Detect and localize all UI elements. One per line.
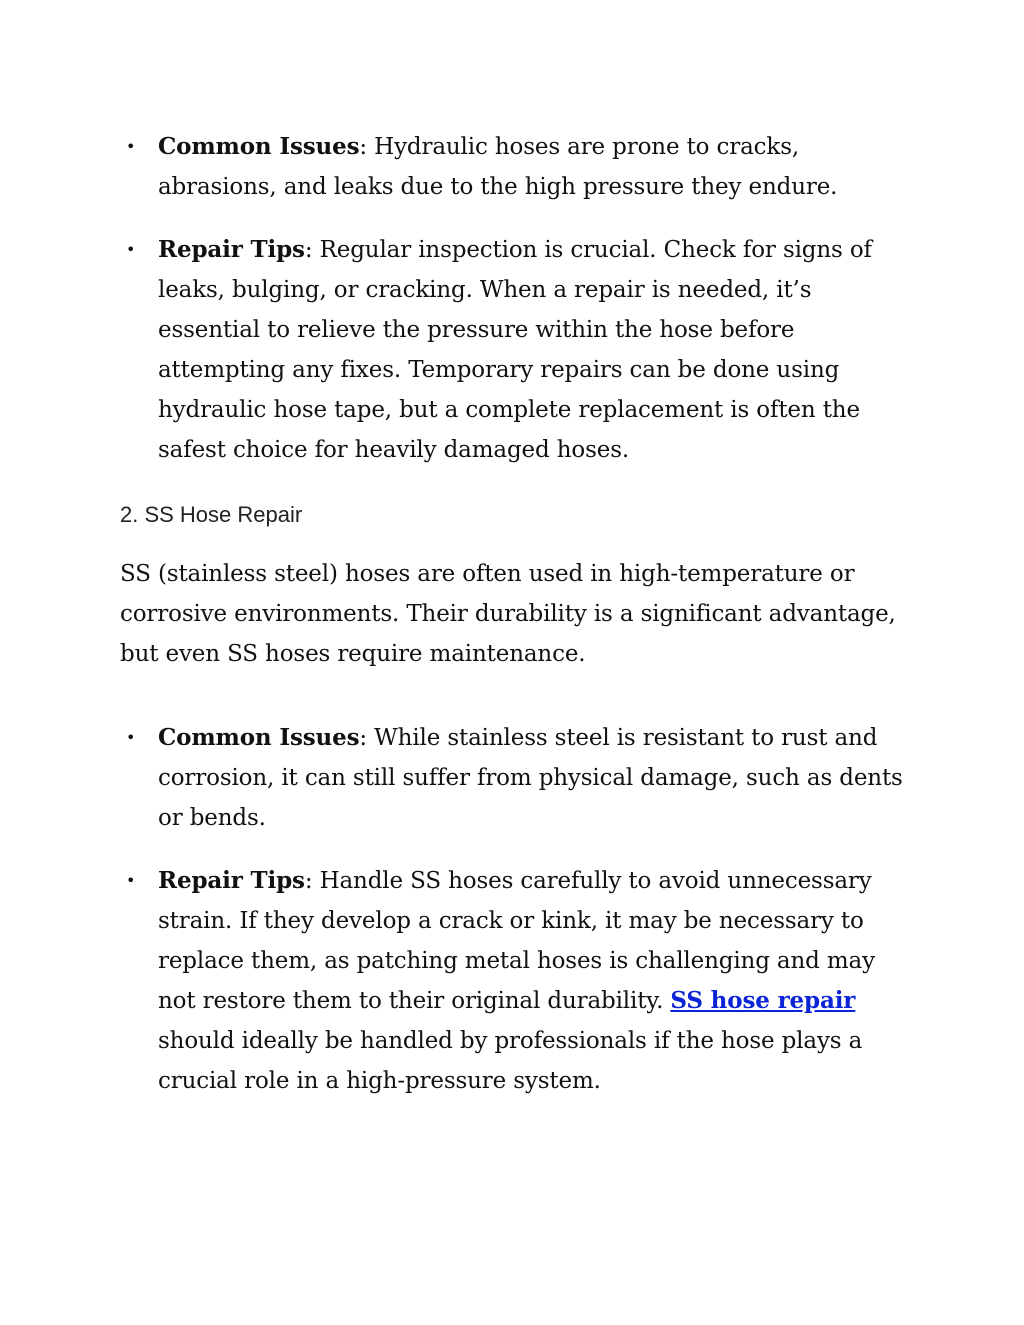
bullet-icon: • bbox=[126, 871, 136, 890]
item-term: Common Issues bbox=[158, 133, 360, 160]
list-item-common-issues bbox=[120, 718, 910, 838]
section-intro-paragraph: SS (stainless steel) hoses are often used in high-temperature or corrosive environments. Their durability is a significant advantage, but even SS hoses require maintenance. bbox=[120, 561, 896, 667]
list-item-common-issues bbox=[120, 127, 910, 207]
item-text: : While stainless steel is resistant to rust and corrosion, it can still suffer from physical damage, such as dents or bends. bbox=[158, 725, 903, 831]
hydraulic-hose-list bbox=[120, 127, 910, 493]
item-text: : Handle SS hoses carefully to avoid unnecessary strain. If they develop a crack or kink, it may be necessary to replace them, as patching metal hoses is challenging and may not restore them to their original durability. bbox=[158, 868, 875, 1014]
list-item-repair-tips bbox=[120, 861, 910, 1101]
item-term: Repair Tips bbox=[158, 867, 305, 894]
item-text: : Regular inspection is crucial. Check for signs of leaks, bulging, or cracking. When a repair is needed, it’s essential to relieve the pressure within the hose before attempting any fixes. Temporary repairs can be done using hydraulic hose tape, but a complete replacement is often the safest choice for heavily damaged hoses. bbox=[158, 237, 872, 463]
bullet-icon: • bbox=[126, 240, 136, 259]
item-text: should ideally be handled by professionals if the hose plays a crucial role in a high-pressure system. bbox=[158, 1028, 863, 1094]
ss-hose-repair-link[interactable]: SS hose repair bbox=[670, 987, 856, 1014]
item-text: : Hydraulic hoses are prone to cracks, abrasions, and leaks due to the high pressure they endure. bbox=[158, 134, 838, 200]
ss-hose-list bbox=[120, 718, 910, 1124]
item-term: Common Issues bbox=[158, 724, 360, 751]
item-term: Repair Tips bbox=[158, 236, 305, 263]
list-item-repair-tips bbox=[120, 230, 910, 470]
section-heading: 2. SS Hose Repair bbox=[120, 502, 303, 527]
bullet-icon: • bbox=[126, 728, 136, 747]
bullet-icon: • bbox=[126, 137, 136, 156]
